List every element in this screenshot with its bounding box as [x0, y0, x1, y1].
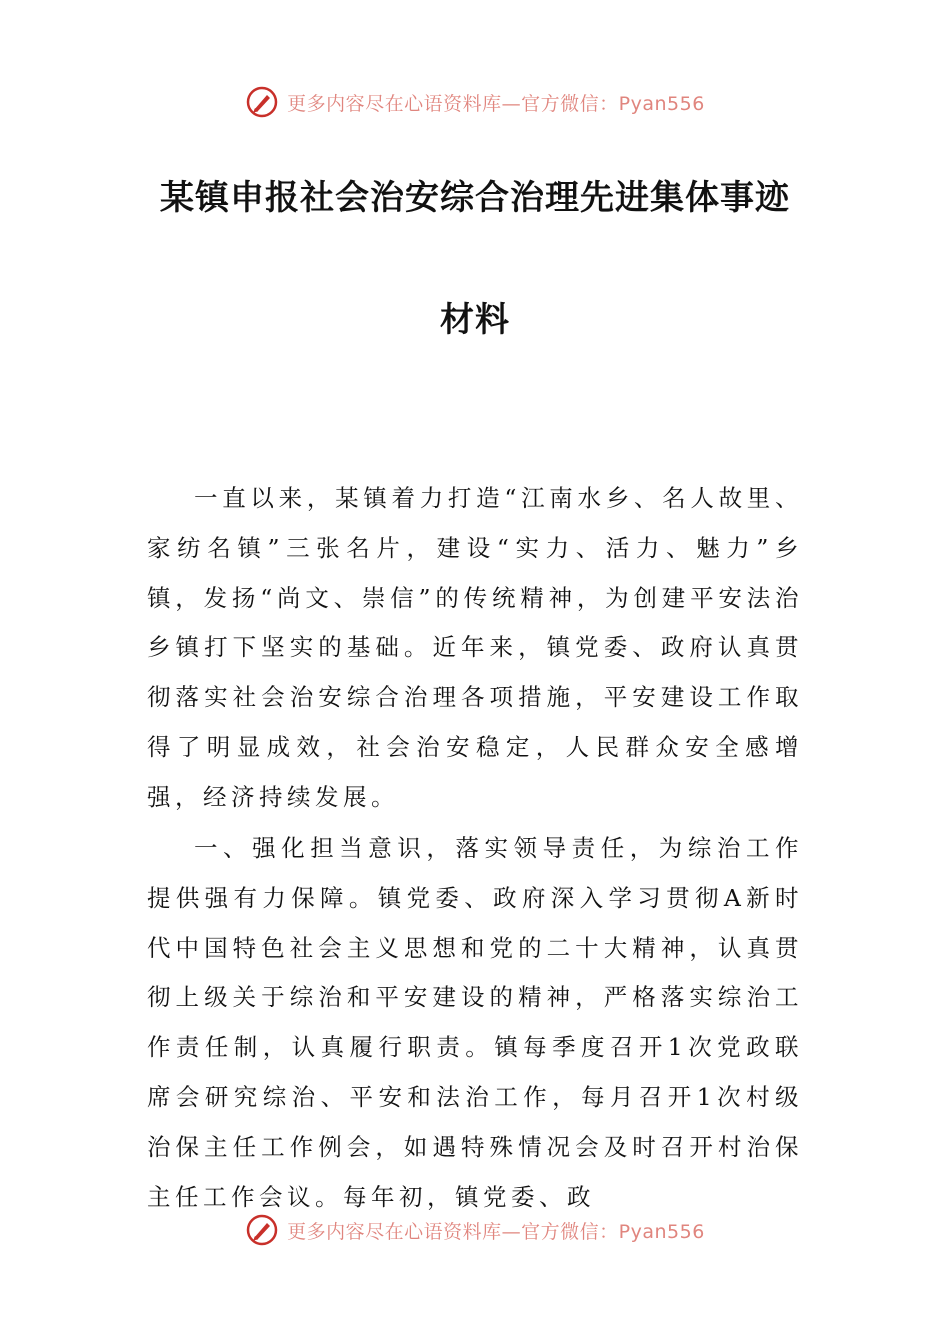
watermark-id: Pyan556	[618, 1220, 705, 1243]
watermark-text: 更多内容尽在心语资料库—官方微信：Pyan556	[287, 92, 705, 115]
document-title-line2: 材料	[440, 300, 510, 340]
body-paragraph-intro: 一直以来，某镇着力打造“江南水乡、名人故里、家纺名镇”三张名片，建设“实力、活力、魅力”乡镇，发扬“尚文、崇信”的传统精神，为创建平安法治乡镇打下坚实的基础。近年来，镇党委、政府认真贯彻落实社会治安综合治理各项措施，平安建设工作取得了明显成效，社会治安稳定，人民群众安全感增强，经济持续发展。	[147, 484, 803, 811]
pen-logo-icon	[245, 1213, 279, 1247]
body-paragraph-section-1: 一、强化担当意识，落实领导责任，为综治工作提供强有力保障。镇党委、政府深入学习贯彻A新时代中国特色社会主义思想和党的二十大精神，认真贯彻上级关于综治和平安建设的精神，严格落实综治工作责任制，认真履行职责。镇每季度召开1次党政联席会研究综治、平安和法治工作，每月召开1次村级治保主任工作例会，如遇特殊情况会及时召开村治保主任工作会议。每年初，镇党委、政	[147, 834, 803, 1211]
pen-logo-icon	[245, 85, 279, 119]
document-title-line1: 某镇申报社会治安综合治理先进集体事迹	[160, 178, 790, 218]
watermark-banner-bottom	[0, 1208, 950, 1252]
watermark-id: Pyan556	[618, 92, 705, 115]
watermark-banner-top	[0, 80, 950, 124]
watermark-text: 更多内容尽在心语资料库—官方微信：Pyan556	[287, 1220, 705, 1243]
